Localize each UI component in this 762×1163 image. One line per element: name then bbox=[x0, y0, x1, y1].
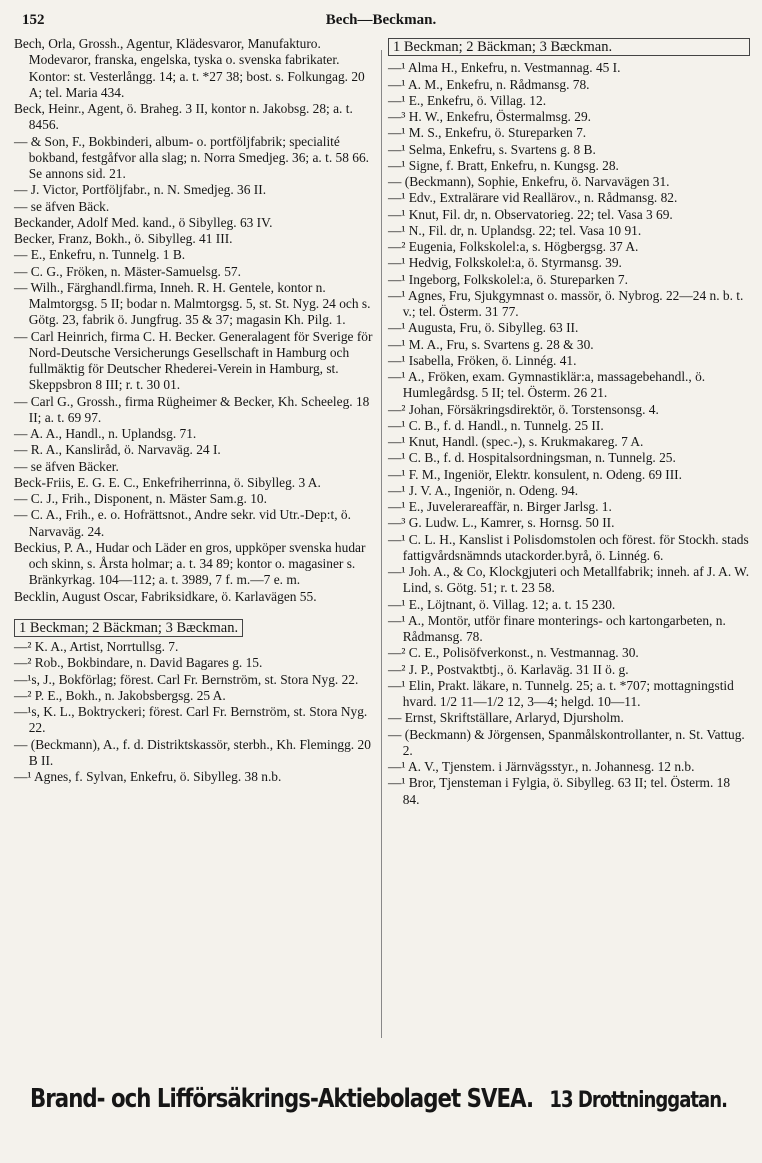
directory-entry: — Carl Heinrich, firma C. H. Becker. Generalagent för Sverige för Nord-Deutsche Versicherungs Gesellschaft in Hamburg och fullmäktig för Deutscher Rhederei-Verein in Hamburg, st. Skeppsbron 8 III; r. t. 30 01. bbox=[14, 328, 373, 393]
directory-entry: Beck-Friis, E. G. E. C., Enkefriherrinna, ö. Sibylleg. 3 A. bbox=[14, 474, 321, 490]
left-column bbox=[14, 36, 379, 785]
directory-entry: —¹ N., Fil. dr, n. Uplandsg. 22; tel. Vasa 10 91. bbox=[388, 222, 642, 238]
name-variant-box: 1 Beckman; 2 Bäckman; 3 Bæckman. bbox=[14, 619, 243, 637]
directory-entry: —¹ Agnes, f. Sylvan, Enkefru, ö. Sibylleg. 38 n.b. bbox=[14, 769, 282, 784]
directory-entry: —¹s, J., Bokförlag; förest. Carl Fr. Bernström, st. Stora Nyg. 22. bbox=[14, 671, 359, 687]
directory-entry: —² K. A., Artist, Norrtullsg. 7. bbox=[14, 639, 179, 654]
directory-entry: Becklin, August Oscar, Fabriksidkare, ö. Karlavägen 55. bbox=[14, 588, 317, 604]
directory-entry: Beckander, Adolf Med. kand., ö Sibylleg. 63 IV. bbox=[14, 214, 273, 230]
directory-entry: —² Rob., Bokbindare, n. David Bagares g. 15. bbox=[14, 655, 263, 671]
directory-entry: — J. Victor, Portföljfabr., n. N. Smedjeg. 36 II. bbox=[14, 182, 267, 198]
directory-entry: —¹ Knut, Fil. dr, n. Observatorieg. 22; tel. Vasa 3 69. bbox=[388, 206, 673, 222]
directory-entry: — A. A., Handl., n. Uplandsg. 71. bbox=[14, 426, 197, 441]
directory-entry: —¹ Augusta, Fru, ö. Sibylleg. 63 II. bbox=[388, 320, 579, 336]
directory-entry: —¹ M. S., Enkefru, ö. Stureparken 7. bbox=[388, 125, 587, 141]
directory-entry: — Carl G., Grossh., firma Rügheimer & Becker, Kh. Scheeleg. 18 II; a. t. 69 97. bbox=[14, 393, 370, 425]
directory-entry: —¹ Isabella, Fröken, ö. Linnég. 41. bbox=[388, 352, 577, 368]
directory-entry: —¹ Agnes, Fru, Sjukgymnast o. massör, ö. Nybrog. 22—24 n. b. t. v.; tel. Österm. 31 77. bbox=[388, 287, 744, 319]
directory-entry: —¹ E., Juvelerareaffär, n. Birger Jarlsg. 1. bbox=[388, 499, 612, 514]
directory-entry: —¹ E., Enkefru, ö. Villag. 12. bbox=[388, 92, 547, 108]
directory-entry: —¹ C. B., f. d. Hospitalsordningsman, n. Tunnelg. 25. bbox=[388, 450, 676, 466]
directory-entry: —¹ A. M., Enkefru, n. Rådmansg. 78. bbox=[388, 76, 590, 92]
directory-entry: —¹ J. V. A., Ingeniör, n. Odeng. 94. bbox=[388, 482, 579, 498]
directory-entry: —¹ Hedvig, Folkskolel:a, ö. Styrmansg. 39. bbox=[388, 255, 622, 271]
directory-entry: —³ G. Ludw. L., Kamrer, s. Hornsg. 50 II. bbox=[388, 515, 615, 531]
directory-entry: — C. J., Frih., Disponent, n. Mäster Sam.g. 10. bbox=[14, 491, 267, 506]
directory-entry: —¹ A., Montör, utför finare monterings- och kartongarbeten, n. Rådmansg. 78. bbox=[388, 612, 726, 644]
directory-entry: —¹ F. M., Ingeniör, Elektr. konsulent, n. Odeng. 69 III. bbox=[388, 466, 682, 482]
directory-entry: — Ernst, Skriftställare, Arlaryd, Djursholm. bbox=[388, 710, 624, 726]
directory-entry: —² Johan, Försäkringsdirektör, ö. Torstensonsg. 4. bbox=[388, 401, 659, 417]
directory-entry: — se äfven Bäck. bbox=[14, 198, 110, 214]
column-divider bbox=[381, 50, 382, 1038]
directory-entry: —² Eugenia, Folkskolel:a, s. Högbergsg. 37 A. bbox=[388, 239, 639, 254]
page-number: 152 bbox=[22, 12, 45, 28]
directory-entry: —³ H. W., Enkefru, Östermalmsg. 29. bbox=[388, 109, 591, 124]
directory-entry: — R. A., Kansliråd, ö. Narvaväg. 24 I. bbox=[14, 442, 221, 458]
directory-entry: —¹ C. B., f. d. Handl., n. Tunnelg. 25 II. bbox=[388, 417, 604, 433]
directory-entry: — Wilh., Färghandl.firma, Inneh. R. H. Gentele, kontor n. Malmtorgsg. 5 II; bodar n. Malmtorgsg. 5, st. St. Nyg. 24 och s. Götg. 23, fabrik ö. Jungfrug. 35 & 37; magasin Kh. Pilg. 1. bbox=[14, 279, 371, 328]
directory-entry: —¹ Signe, f. Bratt, Enkefru, n. Kungsg. 28. bbox=[388, 157, 619, 173]
directory-entry: —¹ C. L. H., Kanslist i Polisdomstolen och förest. för Stockh. stads fattigvårdsnämnds utackorder.byrå, ö. Linnég. 6. bbox=[388, 531, 749, 563]
directory-entry: —¹ Bror, Tjensteman i Fylgia, ö. Sibylleg. 63 II; tel. Österm. 18 84. bbox=[388, 775, 731, 807]
advertisement-text: Brand- och Lifförsäkrings-Aktiebolaget SVEA. bbox=[30, 1084, 534, 1114]
directory-entry: —² C. E., Polisöfverkonst., n. Vestmannag. 30. bbox=[388, 645, 639, 661]
directory-entry: —¹ Elin, Prakt. läkare, n. Tunnelg. 25; a. t. *707; mottagningstid hvard. 1/2 11—1/2 12, 3—4; helgd. 10—11. bbox=[388, 677, 734, 709]
directory-entry: — se äfven Bäcker. bbox=[14, 458, 119, 474]
directory-entry: — (Beckmann), Sophie, Enkefru, ö. Narvavägen 31. bbox=[388, 174, 670, 189]
directory-entry: —¹ A. V., Tjenstem. i Järnvägsstyr., n. Johannesg. 12 n.b. bbox=[388, 759, 695, 774]
directory-entry: Beckius, P. A., Hudar och Läder en gros, uppköper svenska hudar och skinn, s. Årsta holmar; a. t. 34 89; kontor o. magasiner s. Bränkyrkag. 104—112; a. t. 3989, 7 f. m.—7 e. m. bbox=[14, 539, 366, 588]
directory-entry: Bech, Orla, Grossh., Agentur, Klädesvaror, Manufakturo. Modevaror, franska, engelska, tyska o. svenska fabrikater. Kontor: st. Vesterlångg. 14; a. t. *27 38; bost. s. Folkungag. 20 A; tel. Maria 434. bbox=[14, 36, 365, 100]
advertisement-address: 13 Drottninggatan. bbox=[549, 1088, 727, 1113]
directory-entry: —¹ Joh. A., & Co, Klockgjuteri och Metallfabrik; inneh. af J. A. W. Lind, s. Götg. 51; r. t. 23 58. bbox=[388, 564, 750, 596]
directory-entry: —¹ E., Löjtnant, ö. Villag. 12; a. t. 15 230. bbox=[388, 596, 616, 612]
directory-entry: —¹ Selma, Enkefru, s. Svartens g. 8 B. bbox=[388, 141, 596, 157]
directory-entry: —¹ Alma H., Enkefru, n. Vestmannag. 45 I. bbox=[388, 60, 621, 76]
advertisement-banner bbox=[30, 1084, 727, 1114]
directory-entry: —¹ Ingeborg, Folkskolel:a, ö. Stureparken 7. bbox=[388, 271, 628, 287]
directory-entry: —¹ Edv., Extralärare vid Reallärov., n. Rådmansg. 82. bbox=[388, 190, 678, 206]
directory-entry: —¹ M. A., Fru, s. Svartens g. 28 & 30. bbox=[388, 336, 594, 352]
page-title: Bech—Beckman. bbox=[325, 12, 437, 28]
page-header bbox=[22, 12, 740, 34]
directory-entry: — C. A., Frih., e. o. Hofrättsnot., Andre sekr. vid Utr.-Dep:t, ö. Narvaväg. 24. bbox=[14, 507, 351, 539]
directory-entry: Beck, Heinr., Agent, ö. Braheg. 3 II, kontor n. Jakobsg. 28; a. t. 8456. bbox=[14, 101, 353, 133]
right-column bbox=[388, 36, 750, 808]
directory-entry: —¹s, K. L., Boktryckeri; förest. Carl Fr. Bernström, st. Stora Nyg. 22. bbox=[14, 704, 368, 736]
directory-entry: — (Beckmann) & Jörgensen, Spanmålskontrollanter, n. St. Vattug. 2. bbox=[388, 726, 745, 758]
directory-entry: — & Son, F., Bokbinderi, album- o. portföljfabrik; specialité bokband, festgåfvor alla slag; n. Norra Smedjeg. 36; a. t. 58 66. Se annons sid. 21. bbox=[14, 133, 369, 181]
directory-entry: Becker, Franz, Bokh., ö. Sibylleg. 41 III. bbox=[14, 231, 233, 246]
directory-entry: —² P. E., Bokh., n. Jakobsbergsg. 25 A. bbox=[14, 687, 226, 703]
directory-entry: — E., Enkefru, n. Tunnelg. 1 B. bbox=[14, 247, 186, 263]
directory-entry: —¹ Knut, Handl. (spec.-), s. Krukmakareg. 7 A. bbox=[388, 434, 644, 449]
directory-entry: —² J. P., Postvaktbtj., ö. Karlaväg. 31 II ö. g. bbox=[388, 661, 629, 677]
directory-entry: —¹ A., Fröken, exam. Gymnastiklär:a, massagebehandl., ö. Humlegårdsg. 5 II; tel. Österm. 26 21. bbox=[388, 369, 706, 401]
directory-entry: — (Beckmann), A., f. d. Distriktskassör, sterbh., Kh. Flemingg. 20 B II. bbox=[14, 736, 371, 768]
name-variant-box: 1 Beckman; 2 Bäckman; 3 Bæckman. bbox=[388, 38, 750, 56]
directory-entry: — C. G., Fröken, n. Mäster-Samuelsg. 57. bbox=[14, 263, 241, 279]
